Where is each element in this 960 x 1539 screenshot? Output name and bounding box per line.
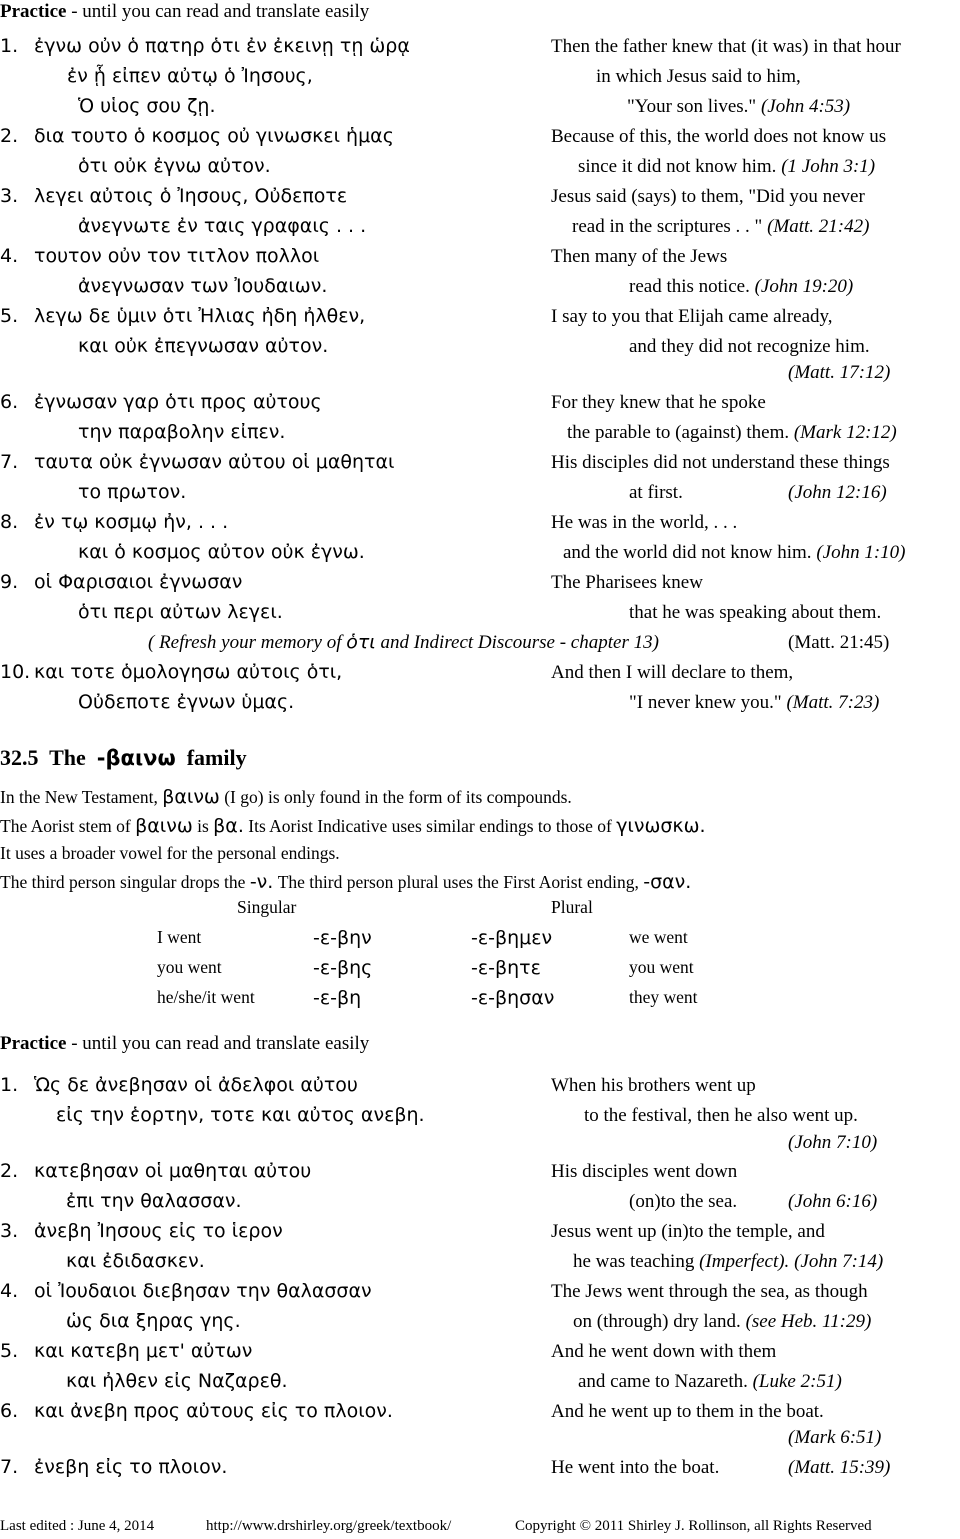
greek-line: και ἀνεβη προς αὐτους εἰς το πλοιον. xyxy=(34,1400,393,1422)
section-heading: 32.5 The -βαινω family xyxy=(0,745,247,770)
english-line: read this notice. (John 19:20) xyxy=(629,276,854,297)
scripture-reference: (John 6:16) xyxy=(788,1191,878,1212)
english-line: I say to you that Elijah came already, xyxy=(551,306,833,327)
paradigm-greek-singular: -ε-βη xyxy=(313,987,362,1009)
greek-line: εἰς την ἑορτην, τοτε και αὐτος ανεβη. xyxy=(56,1104,425,1126)
english-line: since it did not know him. (1 John 3:1) xyxy=(578,156,876,177)
item-number: 3. xyxy=(0,185,19,207)
english-line: to the festival, then he also went up. xyxy=(584,1105,858,1126)
english-line: He went into the boat. xyxy=(551,1457,720,1478)
refresh-note: ( Refresh your memory of ὁτι and Indirect Discourse - chapter 13) xyxy=(148,631,659,653)
english-line: the parable to (against) them. (Mark 12:12) xyxy=(567,422,897,443)
paradigm-english-singular: you went xyxy=(157,957,222,977)
scripture-reference: (Mark 6:51) xyxy=(788,1427,882,1448)
item-number: 7. xyxy=(0,451,19,473)
english-line: "Your son lives." (John 4:53) xyxy=(627,96,851,117)
paradigm-greek-plural: -ε-βησαν xyxy=(471,987,555,1009)
footer-edited: Last edited : June 4, 2014 xyxy=(0,1518,155,1534)
greek-line: οἱ Ἰουδαιοι διεβησαν την θαλασσαν xyxy=(34,1280,372,1302)
paradigm-english-singular: I went xyxy=(157,927,202,947)
scripture-reference: (Matt. 7:23) xyxy=(786,692,880,713)
scripture-reference: (Matt. 17:12) xyxy=(788,362,891,383)
plural-label: Plural xyxy=(551,897,593,917)
english-line: The Jews went through the sea, as though xyxy=(551,1281,868,1302)
greek-line: οἱ Φαρισαιοι ἐγνωσαν xyxy=(34,571,243,593)
scripture-reference: (John 7:10) xyxy=(788,1132,878,1153)
singular-label: Singular xyxy=(237,897,297,917)
english-line: on (through) dry land. (see Heb. 11:29) xyxy=(573,1311,872,1332)
english-line: And then I will declare to them, xyxy=(551,662,794,683)
english-line: and they did not recognize him. xyxy=(629,336,870,357)
english-line: His disciples did not understand these things xyxy=(551,452,890,473)
greek-line: ἐν τῳ κοσμῳ ἠν, . . . xyxy=(34,511,229,533)
greek-line: ἐπι την θαλασσαν. xyxy=(66,1190,242,1212)
scripture-reference: (Matt. 21:42) xyxy=(767,216,870,237)
item-number: 2. xyxy=(0,125,19,147)
paradigm-greek-plural: -ε-βημεν xyxy=(471,927,553,949)
greek-line: λεγω δε ὑμιν ὁτι Ἠλιας ἠδη ἠλθεν, xyxy=(34,305,366,327)
english-line: "I never knew you." (Matt. 7:23) xyxy=(629,692,880,713)
paradigm-greek-plural: -ε-βητε xyxy=(471,957,541,979)
item-number: 1. xyxy=(0,35,19,57)
english-line: And he went down with them xyxy=(551,1341,777,1362)
greek-line: ὁτι περι αὐτων λεγει. xyxy=(78,601,283,623)
greek-line: ἐγνω οὐν ὁ πατηρ ὁτι ἐν ἐκεινῃ τῃ ὡρᾳ xyxy=(34,35,410,57)
item-number: 4. xyxy=(0,1280,19,1302)
scripture-reference: (Matt. 21:45) xyxy=(788,632,890,653)
english-line: The Pharisees knew xyxy=(551,572,703,593)
greek-line: δια τουτο ὁ κοσμος οὐ γινωσκει ἡμας xyxy=(34,125,394,147)
english-line: he was teaching (Imperfect). (John 7:14) xyxy=(573,1251,884,1272)
english-line: Because of this, the world does not know us xyxy=(551,126,887,147)
intro-line: In the New Testament, βαινω (I go) is only found in the form of its compounds. xyxy=(0,786,572,808)
greek-line: το πρωτον. xyxy=(78,481,187,503)
scripture-reference: (John 1:10) xyxy=(816,542,906,563)
scripture-reference: (Matt. 15:39) xyxy=(788,1457,891,1478)
greek-line: Ὁ υἱος σου ζῃ. xyxy=(78,95,216,117)
item-number: 2. xyxy=(0,1160,19,1182)
english-line: Jesus said (says) to them, "Did you never xyxy=(551,186,865,207)
english-line: And he went up to them in the boat. xyxy=(551,1401,824,1422)
greek-line: ἀνεβη Ἰησους εἰς το ἱερον xyxy=(34,1220,283,1242)
greek-line: και τοτε ὁμολογησω αὐτοις ὁτι, xyxy=(34,661,343,683)
scripture-reference: (see Heb. 11:29) xyxy=(745,1311,872,1332)
intro-line: It uses a broader vowel for the personal endings. xyxy=(0,843,340,863)
english-line: in which Jesus said to him, xyxy=(596,66,801,87)
english-line: and the world did not know him. (John 1:10) xyxy=(563,542,906,563)
paradigm-english-singular: he/she/it went xyxy=(157,987,255,1007)
paradigm-greek-singular: -ε-βης xyxy=(313,957,373,979)
english-line: (on)to the sea. xyxy=(629,1191,738,1212)
greek-line: ἐν ᾗ εἰπεν αὐτῳ ὁ Ἰησους, xyxy=(67,65,313,87)
item-number: 6. xyxy=(0,391,19,413)
english-line: Then many of the Jews xyxy=(551,246,728,267)
scripture-reference: (John 19:20) xyxy=(754,276,854,297)
greek-line: και ἠλθεν εἰς Ναζαρεθ. xyxy=(66,1370,288,1392)
item-number: 10. xyxy=(0,661,31,683)
english-line: and came to Nazareth. (Luke 2:51) xyxy=(578,1371,842,1392)
english-line: at first. xyxy=(629,482,683,503)
paradigm-greek-singular: -ε-βην xyxy=(313,927,372,949)
practice-heading: Practice - until you can read and translate easily xyxy=(0,1,370,22)
intro-line: The Aorist stem of βαινω is βα. Its Aorist Indicative uses similar endings to those of γινωσκω. xyxy=(0,815,706,837)
scripture-reference: (John 4:53) xyxy=(760,96,851,117)
greek-line: και κατεβη μετ' αὐτων xyxy=(34,1340,253,1362)
scripture-reference: (Mark 12:12) xyxy=(793,422,897,443)
greek-line: και ὁ κοσμος αὐτον οὐκ ἐγνω. xyxy=(78,541,365,563)
greek-line: ὁτι οὐκ ἐγνω αὐτον. xyxy=(78,155,271,177)
english-line: For they knew that he spoke xyxy=(551,392,766,413)
scripture-reference: (John 7:14) xyxy=(794,1251,884,1272)
item-number: 4. xyxy=(0,245,19,267)
english-line: read in the scriptures . . " (Matt. 21:42) xyxy=(572,216,870,237)
footer-url[interactable]: http://www.drshirley.org/greek/textbook/ xyxy=(206,1518,452,1534)
practice-heading: Practice - until you can read and translate easily xyxy=(0,1033,370,1054)
paradigm-english-plural: we went xyxy=(629,927,688,947)
item-number: 6. xyxy=(0,1400,19,1422)
english-line: Jesus went up (in)to the temple, and xyxy=(551,1221,825,1242)
intro-line: The third person singular drops the -ν. The third person plural uses the First Aorist ending, -σαν. xyxy=(0,871,692,893)
english-line: When his brothers went up xyxy=(551,1075,756,1096)
greek-line: τουτον οὐν τον τιτλον πολλοι xyxy=(34,245,320,267)
greek-line: ἀνεγνωτε ἐν ταις γραφαις . . . xyxy=(78,215,367,237)
english-line: His disciples went down xyxy=(551,1161,738,1182)
greek-line: και οὐκ ἐπεγνωσαν αὐτον. xyxy=(78,335,329,357)
item-number: 7. xyxy=(0,1456,19,1478)
greek-line: ταυτα οὐκ ἐγνωσαν αὐτου οἱ μαθηται xyxy=(34,451,395,473)
greek-line: ἐνεβη εἰς το πλοιον. xyxy=(34,1456,228,1478)
english-line: that he was speaking about them. xyxy=(629,602,882,623)
english-line: He was in the world, . . . xyxy=(551,512,738,533)
scripture-reference: (Luke 2:51) xyxy=(752,1371,842,1392)
item-number: 9. xyxy=(0,571,19,593)
item-number: 3. xyxy=(0,1220,19,1242)
greek-line: κατεβησαν οἱ μαθηται αὐτου xyxy=(34,1160,312,1182)
greek-line: Ὡς δε ἀνεβησαν οἱ ἀδελφοι αὐτου xyxy=(34,1074,358,1096)
paradigm-english-plural: you went xyxy=(629,957,694,977)
greek-line: ἀνεγνωσαν των Ἰουδαιων. xyxy=(78,275,328,297)
item-number: 8. xyxy=(0,511,19,533)
greek-line: την παραβολην εἰπεν. xyxy=(78,421,286,443)
english-line: Then the father knew that (it was) in that hour xyxy=(551,36,901,57)
greek-line: λεγει αὐτοις ὁ Ἰησους, Οὐδεποτε xyxy=(34,185,348,207)
greek-line: ἐγνωσαν γαρ ὁτι προς αὐτους xyxy=(34,391,322,413)
paradigm-english-plural: they went xyxy=(629,987,698,1007)
greek-line: Οὐδεποτε ἐγνων ὑμας. xyxy=(78,691,295,713)
greek-line: ὡς δια ξηρας γης. xyxy=(66,1310,241,1332)
footer-copyright: Copyright © 2011 Shirley J. Rollinson, all Rights Reserved xyxy=(515,1518,872,1534)
item-number: 5. xyxy=(0,305,19,327)
scripture-reference: (1 John 3:1) xyxy=(781,156,876,177)
greek-line: και ἐδιδασκεν. xyxy=(66,1250,205,1272)
item-number: 5. xyxy=(0,1340,19,1362)
item-number: 1. xyxy=(0,1074,19,1096)
scripture-reference: (John 12:16) xyxy=(788,482,887,503)
